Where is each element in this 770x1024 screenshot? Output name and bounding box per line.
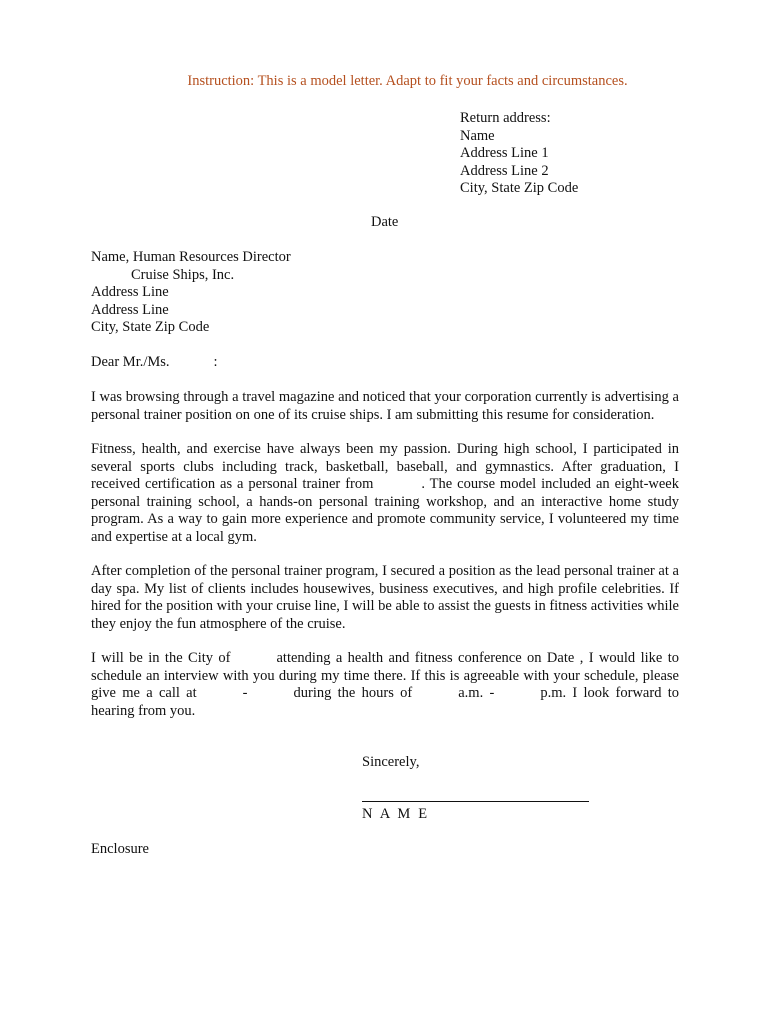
return-address-name: Name — [460, 127, 495, 144]
recipient-city-state-zip: City, State Zip Code — [91, 319, 210, 335]
recipient-company: Cruise Ships, Inc. — [131, 266, 235, 283]
paragraph-background-part-1: Fitness, health, and exercise have always been my passion. During high school, I participated in several sports clubs including track, basketball, baseball, and gymnastics. After graduation, I received certification as a personal trainer from — [91, 441, 679, 492]
salutation-prefix: Dear Mr./Ms. — [91, 354, 170, 370]
salutation — [91, 354, 218, 372]
paragraph-request — [91, 650, 679, 720]
paragraph-background — [91, 441, 679, 546]
return-address-line-2: Address Line 2 — [460, 162, 549, 179]
paragraph-intro: I was browsing through a travel magazine and noticed that your corporation currently is advertising a personal trainer position on one of its cruise ships. I am submitting this resume for consideration. — [91, 389, 679, 423]
return-address-city-state-zip: City, State Zip Code — [460, 180, 579, 196]
salutation-suffix: : — [213, 354, 218, 370]
return-address — [460, 110, 578, 198]
recipient-address-line-2: Address Line — [91, 301, 169, 318]
letter-date: Date — [371, 214, 399, 230]
return-address-label: Return address: — [460, 110, 551, 126]
paragraph-request-part-3: - — [242, 685, 248, 701]
recipient-address-line-1: Address Line — [91, 284, 169, 300]
paragraph-request-part-1: I will be in the City of — [91, 650, 231, 666]
recipient-address — [91, 249, 291, 337]
paragraph-request-part-6: p.m. I look forward to hearing from you. — [91, 685, 680, 719]
instruction-note: Instruction: This is a model letter. Adapt to fit your facts and circumstances. — [187, 73, 628, 89]
paragraph-request-part-2: attending a health and fitness conference on Date , I would like to schedule an interview with you during my time there. If this is agreeable with your schedule, please give me a call at — [91, 650, 679, 701]
signature-name: N A M E — [362, 806, 430, 822]
paragraph-request-part-4: during the hours of — [293, 685, 413, 701]
paragraph-background-part-2: . The course model included an eight-week personal training school, a hands-on personal training workshop, and an interactive home study program. As a way to gain more experience and promote community service, I volunteered my time and expertise at a local gym. — [91, 476, 679, 545]
enclosure-note: Enclosure — [91, 841, 149, 857]
paragraph-experience: After completion of the personal trainer program, I secured a position as the lead personal trainer at a day spa. My list of clients includes housewives, business executives, and high profile celebrities. If hired for the position with your cruise line, I will be able to assist the guests in fitness activities while they enjoy the fun atmosphere of the cruise. — [91, 563, 679, 632]
return-address-line-1: Address Line 1 — [460, 145, 549, 161]
closing: Sincerely, — [362, 754, 420, 770]
recipient-name-title: Name, Human Resources Director — [91, 249, 291, 265]
paragraph-request-part-5: a.m. - — [458, 685, 495, 701]
signature-line — [362, 801, 589, 802]
